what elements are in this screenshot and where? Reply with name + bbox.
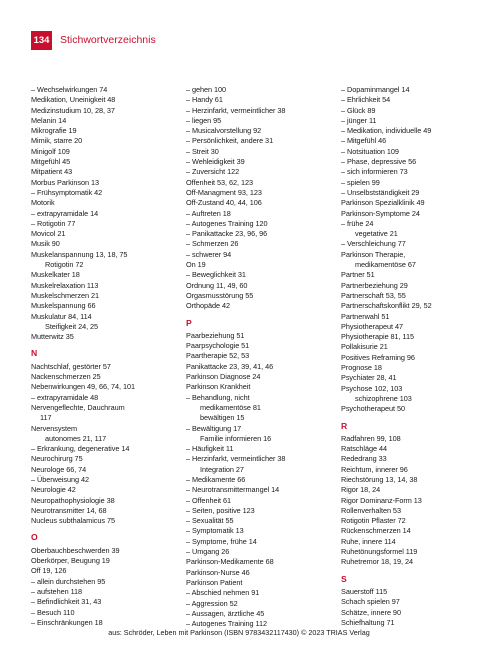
index-entry: Ratschläge 44 [341,444,387,454]
index-entry: – Unselbstständigkeit 29 [341,187,420,197]
index-entry: autonomes 21, 117 [45,433,107,443]
index-entry: – Mitgefühl 46 [341,136,387,146]
index-entry: Mikrografie 19 [31,126,77,136]
index-entry: Neuropathophysiologie 38 [31,495,115,505]
index-entry: Parkinson Patient [186,577,243,587]
index-entry: Neurochirurg 75 [31,454,83,464]
index-entry: – Sexualität 55 [186,516,234,526]
index-entry: Morbus Parkinson 13 [31,177,100,187]
index-entry: – Bewältigung 17 [186,423,242,433]
index-entry: Riechstörung 13, 14, 38 [341,474,418,484]
index-entry: – Einschränkungen 18 [31,617,103,627]
index-entry: – Aussagen, ärztliche 45 [186,608,265,618]
index-entry: Nervensystem [31,423,78,433]
index-entry: Medizinstudium 10, 28, 37 [31,105,115,115]
index-entry: Radfahren 99, 108 [341,433,401,443]
index-entry: Ruhe, innere 114 [341,536,396,546]
index-entry: Minigolf 109 [31,146,70,156]
index-entry: Rotigotin 72 [45,260,84,270]
index-entry: Nervengeflechte, Dauchraum [31,402,125,412]
index-entry: Partner 51 [341,270,375,280]
index-entry: – Panikattacke 23, 96, 96 [186,229,268,239]
index-entry: Schätze, innere 90 [341,607,401,617]
index-entry: 117 [40,413,52,423]
index-entry: Rededrang 33 [341,454,387,464]
index-entry: – Offenheit 61 [186,495,232,505]
index-entry: Parkinson Diagnose 24 [186,372,261,382]
index-entry: Mimik, starre 20 [31,136,83,146]
index-entry: – Glück 89 [341,105,376,115]
index-column-2 [186,85,336,629]
index-entry: – Medikamente 66 [186,474,246,484]
index-entry: Mutterwitz 35 [31,332,74,342]
page-header [0,0,478,72]
index-entry: Parkinson-Symptome 24 [341,208,420,218]
index-entry: – Schmerzen 26 [186,239,239,249]
index-entry: – Umgang 26 [186,547,230,557]
index-entry: Familie informieren 16 [200,433,272,443]
index-entry: Muskelkater 18 [31,270,80,280]
index-entry: Rotigotin Pflaster 72 [341,516,406,526]
index-entry: – Behandlung, nicht [186,392,250,402]
index-entry: Pollakisurie 21 [341,342,388,352]
index-entry: – Autogenes Training 120 [186,218,268,228]
index-entry: Off 19, 126 [31,566,67,576]
index-entry: – Frühsymptomatik 42 [31,187,103,197]
index-entry: Motorik [31,198,55,208]
index-entry: Steifigkeit 24, 25 [45,321,99,331]
index-entry: Panikattacke 23, 39, 41, 46 [186,361,274,371]
index-entry: vegetative 21 [355,229,398,239]
index-entry: – Notsituation 109 [341,146,399,156]
index-section-letter: N [31,348,38,359]
index-entry: Neurotransmitter 14, 68 [31,505,107,515]
index-entry: Parkinson Spezialklinik 49 [341,198,425,208]
index-entry: Rigor 18, 24 [341,485,381,495]
index-entry: Mitpatient 43 [31,167,73,177]
index-entry: – Neurotransmittermangel 14 [186,485,280,495]
index-entry: Muskelschmerzen 21 [31,290,100,300]
index-entry: medikamentöse 81 [200,402,261,412]
index-entry: Schach spielen 97 [341,597,400,607]
index-entry: Partnerbeziehung 29 [341,280,408,290]
index-entry: – Überweisung 42 [31,474,90,484]
index-entry: Musik 90 [31,239,60,249]
index-entry: Rollenverhalten 53 [341,505,401,515]
index-entry: Integration 27 [200,464,244,474]
index-entry: bewältigen 15 [200,413,245,423]
index-entry: – Medikation, individuelle 49 [341,126,432,136]
index-entry: – Zuversicht 122 [186,167,240,177]
index-entry: Mitgefühl 45 [31,157,71,167]
index-column-1 [31,85,181,628]
index-entry: – Auftreten 18 [186,208,231,218]
index-entry: Rigor Dominanz-Form 13 [341,495,422,505]
index-entry: Orthopäde 42 [186,301,231,311]
index-entry: – allein durchstehen 95 [31,576,106,586]
index-entry: – liegen 95 [186,115,222,125]
index-entry: Schiefhaltung 71 [341,617,395,627]
index-entry: Movicol 21 [31,229,66,239]
index-entry: – Persönlichkeit, andere 31 [186,136,274,146]
index-entry: – Symptomatik 13 [186,526,244,536]
index-entry: – Rotigotin 77 [31,218,76,228]
index-entry: Muskelspannung 66 [31,301,96,311]
index-entry: Orgasmusstörung 55 [186,290,254,300]
index-entry: Nucleus subthalamicus 75 [31,516,115,526]
index-entry: – aufstehen 118 [31,586,83,596]
index-entry: – schwerer 94 [186,249,232,259]
index-entry: – Wechselwirkungen 74 [31,85,108,94]
index-entry: – Seiten, positive 123 [186,505,255,515]
index-entry: – sich informieren 73 [341,167,408,177]
index-entry: – Erkrankung, degenerative 14 [31,444,130,454]
index-entry: – gehen 100 [186,85,227,94]
index-entry: Positives Reframing 96 [341,352,415,362]
index-entry: Prognose 18 [341,363,382,373]
index-entry: Muskelrelaxation 113 [31,280,99,290]
index-entry: schizophrene 103 [355,393,412,403]
index-entry: Muskulatur 84, 114 [31,311,92,321]
index-entry: Partnerwahl 51 [341,311,390,321]
index-entry: Offenheit 53, 62, 123 [186,177,253,187]
index-entry: – Häufigkeit 11 [186,444,234,454]
index-entry: – Wehleidigkeit 39 [186,157,245,167]
index-entry: On 19 [186,260,206,270]
index-entry: Oberkörper, Beugung 19 [31,556,110,566]
index-entry: – Herzinfarkt, vermeintlicher 38 [186,105,286,115]
index-entry: Off-Managment 93, 123 [186,187,262,197]
index-entry: – Streit 30 [186,146,219,156]
index-entry: Nachtschlaf, gestörter 57 [31,361,111,371]
index-entry: – Autogenes Training 112 [186,619,268,629]
index-entry: – spielen 99 [341,177,380,187]
index-entry: Physiotherapeut 47 [341,321,403,331]
index-entry: Psychotherapeut 50 [341,404,406,414]
index-entry: Partnerschaft 53, 55 [341,290,406,300]
index-entry: – extrapyramidale 14 [31,208,99,218]
index-entry: – jünger 11 [341,115,377,125]
index-entry: – Ehrlichkeit 54 [341,95,391,105]
index-section-letter: O [31,532,38,543]
index-entry: Muskelanspannung 13, 18, 75 [31,249,128,259]
index-entry: Physiotherapie 81, 115 [341,332,415,342]
index-entry: Paartherapie 52, 53 [186,351,250,361]
index-column-3 [341,85,478,628]
index-entry: Parkinson-Nurse 46 [186,567,250,577]
index-entry: Reichtum, innerer 96 [341,464,408,474]
index-entry: – frühe 24 [341,218,374,228]
index-entry: Oberbauchbeschwerden 39 [31,545,120,555]
index-section-letter: R [341,420,348,431]
index-entry: Nebenwirkungen 49, 66, 74, 101 [31,382,135,392]
index-entry: medikamentöse 67 [355,260,416,270]
index-entry: Psychiater 28, 41 [341,373,397,383]
index-entry: – Befindlichkeit 31, 43 [31,597,102,607]
index-entry: Partnerschaftskonflikt 29, 52 [341,301,432,311]
index-entry: Parkinson Krankheit [186,382,251,392]
index-entry: Nackenschmerzen 25 [31,372,101,382]
index-entry: Psychose 102, 103 [341,383,403,393]
index-entry: Parkinson-Medikamente 68 [186,557,274,567]
index-entry: – Dopaminmangel 14 [341,85,410,94]
index-entry: Parkinson Therapie, [341,249,406,259]
index-section-letter: P [186,317,192,328]
index-entry: Neurologe 66, 74 [31,464,87,474]
index-entry: – Herzinfarkt, vermeintlicher 38 [186,454,286,464]
index-entry: – extrapyramidale 48 [31,392,99,402]
index-entry: Off-Zustand 40, 44, 106 [186,198,262,208]
index-entry: Rückenschmerzen 14 [341,526,411,536]
index-entry: Paarbeziehung 51 [186,330,245,340]
index-entry: Paarpsychologie 51 [186,341,250,351]
index-entry: Melanin 14 [31,115,67,125]
index-entry: – Besuch 110 [31,607,75,617]
page-number-badge: 134 [31,31,52,50]
index-entry: Neurologie 42 [31,485,76,495]
index-entry: Ruhetremor 18, 19, 24 [341,557,413,567]
index-section-letter: S [341,573,347,584]
index-entry: – Abschied nehmen 91 [186,588,260,598]
page-title: Stichwortverzeichnis [60,34,156,46]
index-entry: Sauerstoff 115 [341,586,388,596]
index-entry: – Phase, depressive 56 [341,157,417,167]
index-entry: – Symptome, frühe 14 [186,536,257,546]
index-entry: – Aggression 52 [186,598,238,608]
index-entry: – Musicalvorstellung 92 [186,126,262,136]
index-entry: – Handy 61 [186,95,223,105]
index-entry: – Beweglichkeit 31 [186,270,246,280]
index-entry: – Verschleichung 77 [341,239,406,249]
index-entry: Ordnung 11, 49, 60 [186,280,248,290]
index-entry: Medikation, Uneinigkeit 48 [31,95,116,105]
index-entry: Ruhetönungsformel 119 [341,547,418,557]
page-footer: aus: Schröder, Leben mit Parkinson (ISBN 9783432117430) © 2023 TRIAS Verlag [108,628,370,637]
